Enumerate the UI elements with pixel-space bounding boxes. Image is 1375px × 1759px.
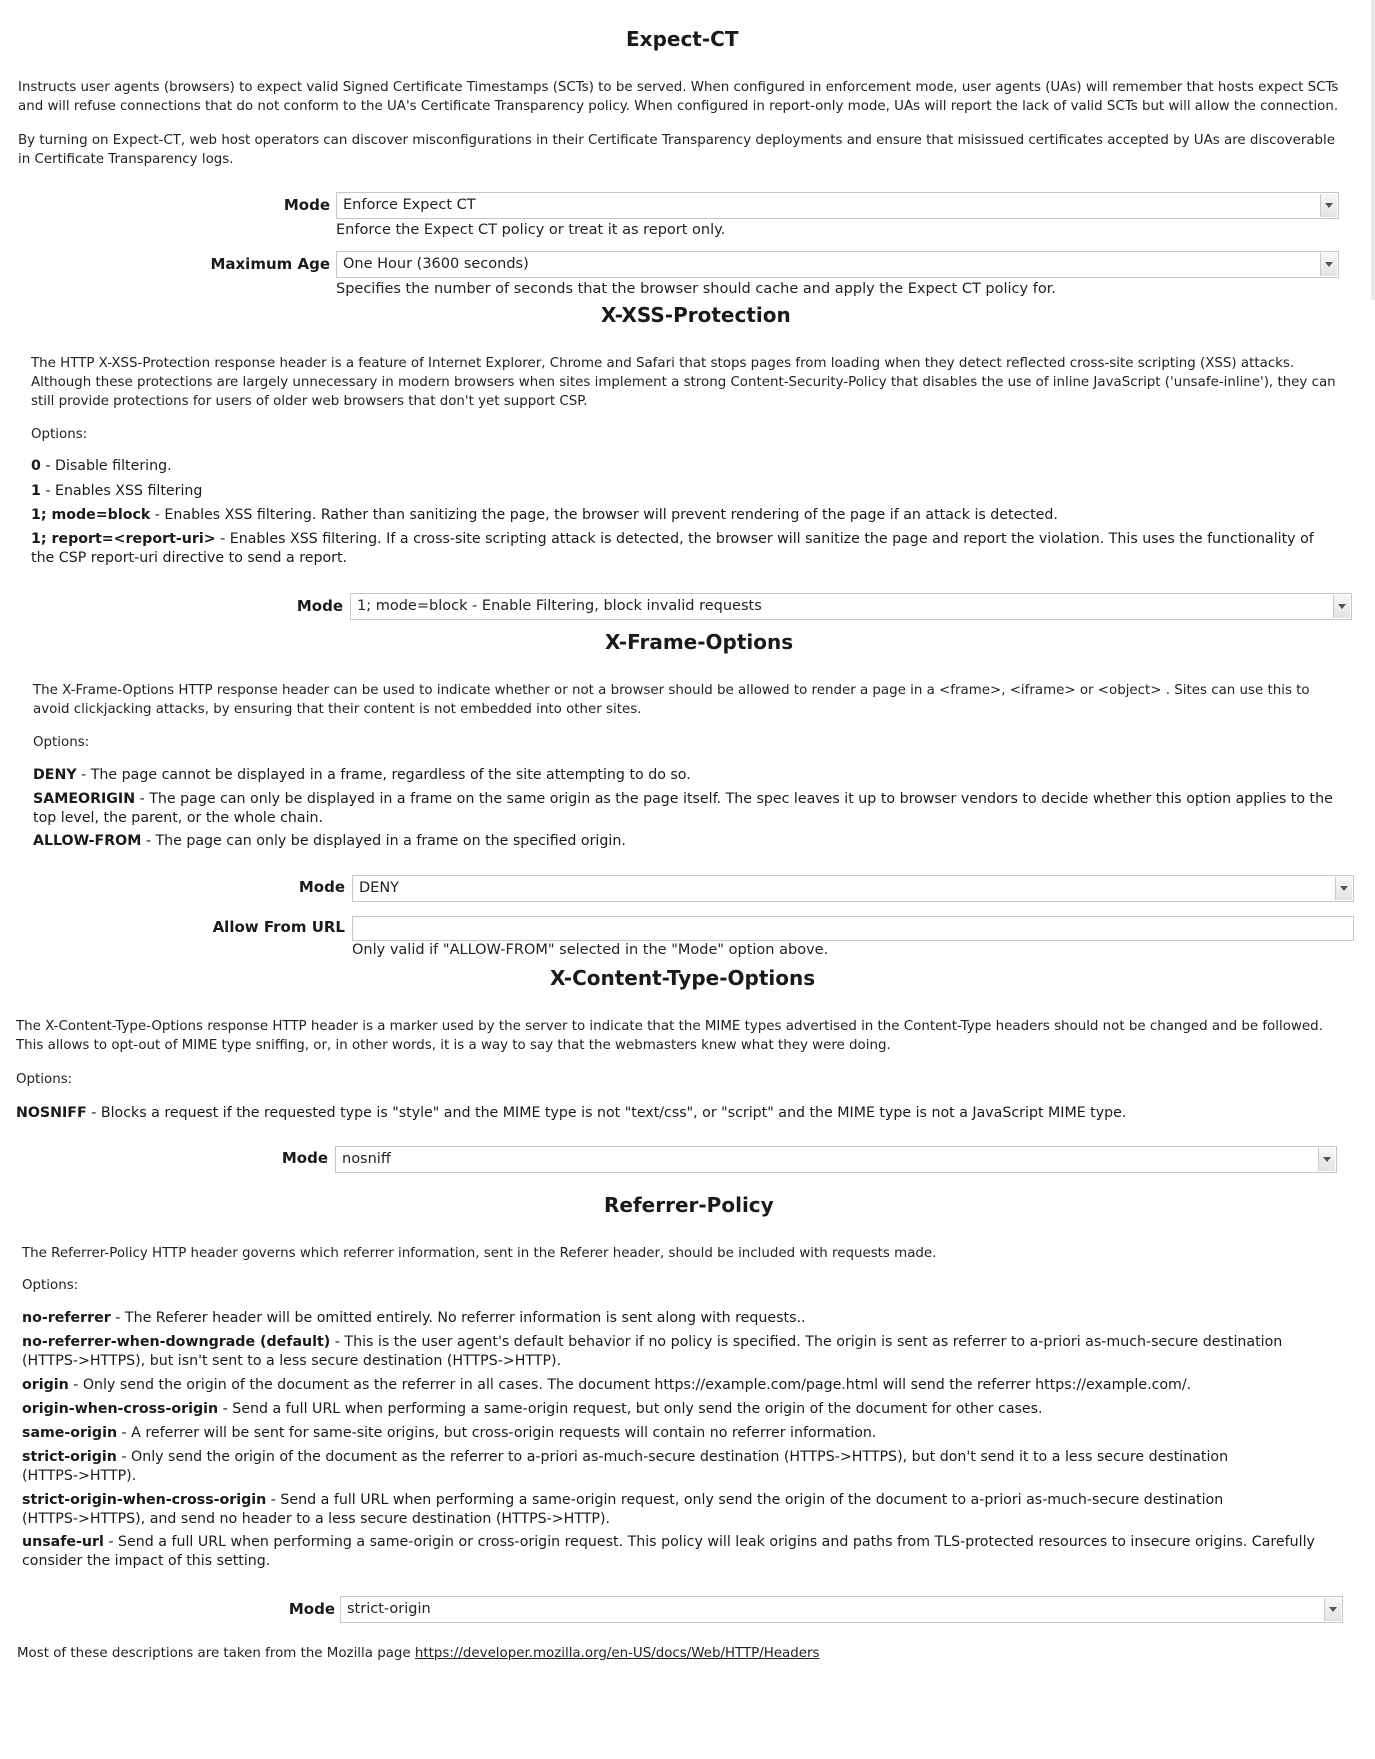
referrer-option-text: - Send a full URL when performing a same-origin request, but only send the origin of the document for other cases. bbox=[218, 1401, 1043, 1417]
xcto-title: X-Content-Type-Options bbox=[550, 966, 816, 990]
xss-options-label: Options: bbox=[31, 427, 88, 442]
referrer-policy-options-label: Options: bbox=[22, 1278, 79, 1293]
expect-ct-mode-value: Enforce Expect CT bbox=[343, 197, 476, 213]
chevron-down-icon bbox=[1333, 595, 1350, 618]
xss-mode-select[interactable] bbox=[350, 593, 1352, 620]
xfo-allow-from-help: Only valid if "ALLOW-FROM" selected in the "Mode" option above. bbox=[352, 942, 829, 957]
referrer-policy-description: The Referrer-Policy HTTP header governs which referrer information, sent in the Referer header, should be included with requests made. bbox=[22, 1246, 937, 1261]
referrer-option bbox=[22, 1376, 1317, 1395]
referrer-option-text: - Only send the origin of the document as the referrer to a-priori as-much-secure destination (HTTPS->HTTPS), but don't send it to a less secure destination (HTTPS->HTTP). bbox=[22, 1449, 1229, 1484]
referrer-option bbox=[22, 1400, 1317, 1419]
xss-option-key: 1; mode=block bbox=[31, 507, 151, 523]
xfo-option-key: ALLOW-FROM bbox=[33, 833, 142, 849]
referrer-option-key: origin-when-cross-origin bbox=[22, 1401, 219, 1417]
expect-ct-description: Instructs user agents (browsers) to expect valid Signed Certificate Timestamps (SCTs) to be served. When configured in enforcement mode, user agents (UAs) will remember that hosts expect SCTs and will refuse connections that do not conform to the UA's Certificate Transparency policy. When configured in report-only mode, UAs will report the lack of valid SCTs but will allow the connection. bbox=[18, 80, 1339, 114]
xss-option-text: - Disable filtering. bbox=[40, 458, 172, 474]
expect-ct-description-2: By turning on Expect-CT, web host operators can discover misconfigurations in their Certificate Transparency deployments and ensure that misissued certificates accepted by UAs are discoverable in Certificate Transparency logs. bbox=[18, 133, 1335, 167]
xss-mode-value: 1; mode=block - Enable Filtering, block invalid requests bbox=[357, 598, 762, 614]
xfo-mode-label: Mode bbox=[298, 878, 345, 896]
xss-option-key: 1 bbox=[31, 483, 41, 499]
expect-ct-max-age-value: One Hour (3600 seconds) bbox=[343, 256, 529, 272]
xss-option-text: - Enables XSS filtering bbox=[40, 483, 203, 499]
xss-option-text: - Enables XSS filtering. If a cross-site scripting attack is detected, the browser will sanitize the page and report the violation. This uses the functionality of the CSP report-uri directive to send a report. bbox=[31, 531, 1314, 566]
xcto-option bbox=[16, 1104, 1341, 1123]
referrer-option bbox=[22, 1333, 1317, 1371]
xfo-title: X-Frame-Options bbox=[605, 630, 794, 654]
xcto-mode-label: Mode bbox=[281, 1149, 328, 1167]
xfo-mode-value: DENY bbox=[359, 880, 400, 896]
xfo-option-text: - The page can only be displayed in a frame on the same origin as the page itself. The spec leaves it up to browser vendors to decide whether this option applies to the top level, the parent, or the whole chain. bbox=[33, 791, 1333, 826]
xfo-option bbox=[33, 832, 1343, 851]
chevron-down-icon bbox=[1320, 194, 1337, 217]
referrer-option-text: - The Referer header will be omitted entirely. No referrer information is sent along with requests.. bbox=[110, 1310, 806, 1326]
referrer-option-key: same-origin bbox=[22, 1425, 118, 1441]
referrer-option-key: strict-origin bbox=[22, 1449, 117, 1465]
xss-option-key: 1; report=<report-uri> bbox=[31, 531, 216, 547]
referrer-option bbox=[22, 1309, 1317, 1328]
xss-option bbox=[31, 506, 1341, 525]
xfo-description: The X-Frame-Options HTTP response header can be used to indicate whether or not a browser should be allowed to render a page in a <frame>, <iframe> or <object> . Sites can use this to avoid clickjacking attacks, by ensuring that their content is not embedded into other sites. bbox=[33, 683, 1310, 717]
xss-option-key: 0 bbox=[31, 458, 41, 474]
xfo-allow-from-label: Allow From URL bbox=[212, 918, 345, 936]
xfo-allow-from-input[interactable] bbox=[352, 916, 1354, 941]
referrer-option bbox=[22, 1533, 1342, 1571]
referrer-policy-title: Referrer-Policy bbox=[604, 1193, 774, 1217]
xfo-option bbox=[33, 766, 1343, 785]
footer-text: Most of these descriptions are taken from the Mozilla page bbox=[17, 1646, 415, 1661]
expect-ct-max-age-label: Maximum Age bbox=[210, 255, 330, 273]
xcto-mode-select[interactable] bbox=[335, 1146, 1337, 1173]
xfo-mode-select[interactable] bbox=[352, 875, 1354, 902]
referrer-option-key: origin bbox=[22, 1377, 69, 1393]
xfo-option-text: - The page can only be displayed in a frame on the specified origin. bbox=[141, 833, 626, 849]
xfo-option bbox=[33, 790, 1343, 828]
xss-mode-label: Mode bbox=[296, 597, 343, 615]
chevron-down-icon bbox=[1324, 1598, 1341, 1621]
xcto-option-key: NOSNIFF bbox=[16, 1105, 87, 1121]
chevron-down-icon bbox=[1320, 253, 1337, 276]
referrer-option-text: - Only send the origin of the document as the referrer in all cases. The document https://example.com/page.html will send the referrer https://example.com/. bbox=[68, 1377, 1192, 1393]
chevron-down-icon bbox=[1335, 877, 1352, 900]
xss-option bbox=[31, 457, 1341, 476]
expect-ct-max-age-select[interactable] bbox=[336, 251, 1339, 278]
referrer-option bbox=[22, 1424, 1317, 1443]
referrer-policy-mode-value: strict-origin bbox=[347, 1601, 431, 1617]
expect-ct-mode-select[interactable] bbox=[336, 192, 1339, 219]
xcto-mode-value: nosniff bbox=[342, 1151, 391, 1167]
referrer-option-key: no-referrer-when-downgrade (default) bbox=[22, 1334, 331, 1350]
xss-option-text: - Enables XSS filtering. Rather than sanitizing the page, the browser will prevent rendering of the page if an attack is detected. bbox=[150, 507, 1058, 523]
scrollbar[interactable] bbox=[1371, 0, 1375, 300]
mozilla-headers-link[interactable]: https://developer.mozilla.org/en-US/docs/Web/HTTP/Headers bbox=[414, 1646, 820, 1661]
chevron-down-icon bbox=[1318, 1148, 1335, 1171]
expect-ct-mode-label: Mode bbox=[283, 196, 330, 214]
xfo-option-key: DENY bbox=[33, 767, 77, 783]
xss-title: X-XSS-Protection bbox=[601, 303, 791, 327]
referrer-option-key: no-referrer bbox=[22, 1310, 111, 1326]
xss-description: The HTTP X-XSS-Protection response header is a feature of Internet Explorer, Chrome and Safari that stops pages from loading when they detect reflected cross-site scripting (XSS) attacks. Although these protections are largely unnecessary in modern browsers when sites implement a strong Content-Security-Policy that disables the use of inline JavaScript ('unsafe-inline'), they can still provide protections for users of older web browsers that don't yet support CSP. bbox=[31, 356, 1336, 409]
referrer-option-text: - Send a full URL when performing a same-origin or cross-origin request. This policy will leak origins and paths from TLS-protected resources to insecure origins. Carefully consider the impact of this setting. bbox=[22, 1534, 1315, 1569]
referrer-option bbox=[22, 1491, 1282, 1529]
xfo-options-label: Options: bbox=[33, 735, 90, 750]
xfo-option-text: - The page cannot be displayed in a frame, regardless of the site attempting to do so. bbox=[76, 767, 691, 783]
expect-ct-title: Expect-CT bbox=[626, 27, 739, 51]
referrer-policy-mode-label: Mode bbox=[288, 1600, 335, 1618]
referrer-option-text: - Send a full URL when performing a same-origin request, only send the origin of the document to a-priori as-much-secure destination (HTTPS->HTTPS), and send no header to a less secure destination (HTTPS->HTTP). bbox=[22, 1492, 1224, 1527]
expect-ct-mode-help: Enforce the Expect CT policy or treat it as report only. bbox=[336, 222, 726, 238]
xss-option bbox=[31, 530, 1341, 568]
referrer-option-text: - A referrer will be sent for same-site origins, but cross-origin requests will contain no referrer information. bbox=[117, 1425, 877, 1441]
referrer-option-text: - This is the user agent's default behavior if no policy is specified. The origin is sent as referrer to a-priori as-much-secure destination (HTTPS->HTTPS), but isn't sent to a less secure destination (HTTPS->HTTP). bbox=[22, 1334, 1283, 1369]
footer-note bbox=[17, 1646, 819, 1661]
xss-option bbox=[31, 482, 1341, 501]
expect-ct-max-age-help: Specifies the number of seconds that the browser should cache and apply the Expect CT policy for. bbox=[336, 281, 1056, 297]
referrer-option bbox=[22, 1448, 1282, 1486]
xcto-description: The X-Content-Type-Options response HTTP header is a marker used by the server to indicate that the MIME types advertised in the Content-Type headers should not be changed and be followed. This allows to opt-out of MIME type sniffing, or, in other words, it is a way to say that the webmasters knew what they were doing. bbox=[16, 1019, 1323, 1053]
referrer-option-key: unsafe-url bbox=[22, 1534, 104, 1550]
xfo-option-key: SAMEORIGIN bbox=[33, 791, 136, 807]
xcto-option-text: - Blocks a request if the requested type is "style" and the MIME type is not "text/css", or "script" and the MIME type is not a JavaScript MIME type. bbox=[86, 1105, 1127, 1121]
referrer-option-key: strict-origin-when-cross-origin bbox=[22, 1492, 267, 1508]
xcto-options-label: Options: bbox=[16, 1072, 73, 1087]
referrer-policy-mode-select[interactable] bbox=[340, 1596, 1343, 1623]
